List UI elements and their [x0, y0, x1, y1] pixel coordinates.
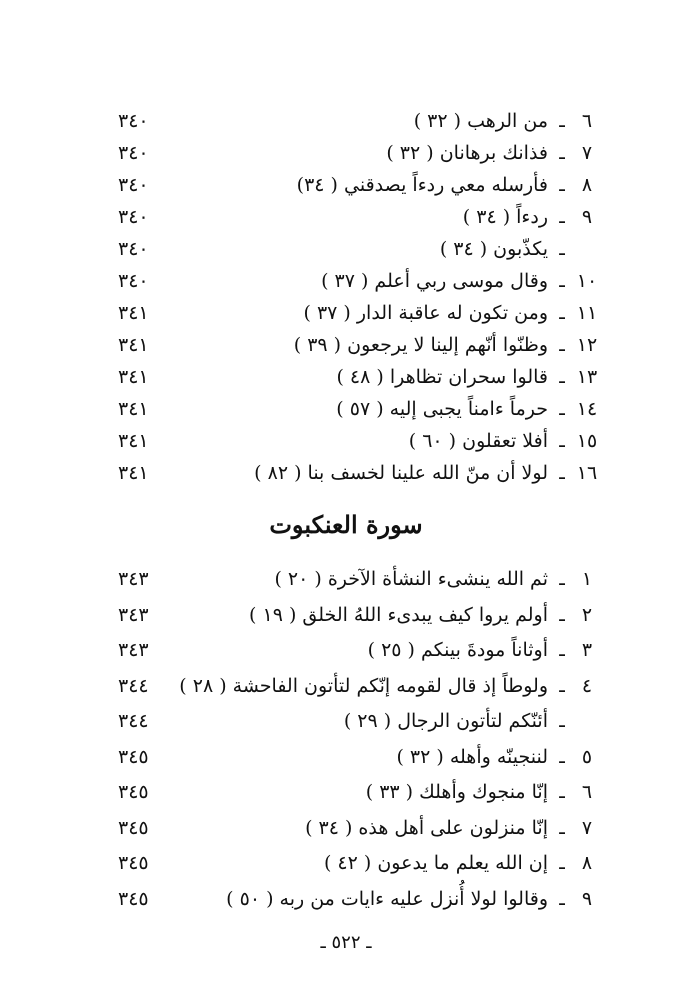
index-row: [118, 813, 598, 843]
index-row: [118, 458, 598, 488]
index-row: [118, 564, 598, 594]
entry-dash: ـ: [559, 238, 565, 260]
entry-dash: ـ: [559, 639, 565, 661]
entry-text: ومن تكون له عاقبة الدار ( ٣٧ ): [303, 302, 548, 324]
entry-text: لولا أن منّ الله علينا لخسف بنا ( ٨٢ ): [254, 462, 548, 484]
entry-text: من الرهب ( ٣٢ ): [413, 110, 548, 132]
entry-text: فذانك برهانان ( ٣٢ ): [386, 142, 548, 164]
entry-text: ثم الله ينشىء النشأة الآخرة ( ٢٠ ): [274, 568, 548, 590]
entry-number: ٦: [581, 110, 593, 132]
entry-text: ردءاً ( ٣٤ ): [462, 206, 548, 228]
index-row: [118, 884, 598, 914]
entry-page: ٣٤٠: [118, 110, 149, 132]
entry-number: ١٢: [576, 334, 598, 356]
page-number: ـ ٥٢٢ ـ: [320, 932, 372, 953]
entry-number: ٨: [581, 852, 593, 874]
index-row: [118, 266, 598, 296]
entry-dash: ـ: [559, 710, 565, 732]
entry-text: يكذّبون ( ٣٤ ): [439, 238, 548, 260]
entry-page: ٣٤٤: [118, 674, 149, 697]
entry-dash: ـ: [559, 887, 565, 910]
entry-number: ٧: [581, 142, 593, 164]
entry-text: إن الله يعلم ما يدعون ( ٤٢ ): [323, 852, 548, 874]
entry-text: وقال موسى ربي أعلم ( ٣٧ ): [321, 270, 548, 292]
entry-page: ٣٤٠: [118, 270, 149, 292]
entry-text: لننجينّه وأهله ( ٣٢ ): [396, 745, 548, 768]
entry-page: ٣٤٠: [118, 238, 149, 260]
entry-dash: ـ: [559, 110, 565, 132]
index-row: [118, 671, 598, 701]
entry-number: ٩: [581, 206, 593, 228]
entry-number: ١٣: [576, 366, 598, 388]
entry-text: أوثاناً مودةَ بينكم ( ٢٥ ): [367, 639, 548, 661]
index-row: [118, 234, 598, 264]
entry-dash: ـ: [559, 674, 565, 697]
entry-text: أولم يروا كيف يبدىء اللهُ الخلق ( ١٩ ): [249, 603, 548, 626]
entry-text: حرماً ءامناً يجبى إليه ( ٥٧ ): [336, 398, 548, 420]
entry-page: ٣٤٥: [118, 781, 149, 803]
entry-page: ٣٤١: [118, 334, 149, 356]
index-row: [118, 106, 598, 136]
entry-page: ٣٤٠: [118, 142, 149, 164]
entry-page: ٣٤٥: [118, 816, 149, 839]
entry-page: ٣٤٥: [118, 745, 149, 768]
entry-number: ١٥: [576, 430, 598, 452]
entry-text: أفلا تعقلون ( ٦٠ ): [408, 430, 548, 452]
entry-page: ٣٤١: [118, 462, 149, 484]
entry-text: إنّا منجوك وأهلك ( ٣٣ ): [365, 781, 548, 803]
entry-text: فأرسله معي ردءاً يصدقني ( ٣٤): [296, 174, 548, 196]
entry-dash: ـ: [559, 430, 565, 452]
entry-number: ١١: [576, 302, 598, 324]
entry-page: ٣٤٥: [118, 852, 149, 874]
index-row: [118, 202, 598, 232]
index-row: [118, 426, 598, 456]
entry-dash: ـ: [559, 603, 565, 626]
entry-dash: ـ: [559, 334, 565, 356]
entry-page: ٣٤١: [118, 366, 149, 388]
entry-dash: ـ: [559, 206, 565, 228]
entry-text: وظنّوا أنّهم إلينا لا يرجعون ( ٣٩ ): [293, 334, 548, 356]
index-row: [118, 706, 598, 736]
entry-number: ١٤: [576, 398, 598, 420]
entry-page: ٣٤١: [118, 398, 149, 420]
index-row: [118, 848, 598, 878]
entry-page: ٣٤٠: [118, 174, 149, 196]
entry-page: ٣٤٠: [118, 206, 149, 228]
entry-page: ٣٤٣: [118, 603, 149, 626]
entry-dash: ـ: [559, 270, 565, 292]
entry-dash: ـ: [559, 816, 565, 839]
entry-dash: ـ: [559, 852, 565, 874]
entry-text: قالوا سحران تظاهرا ( ٤٨ ): [336, 366, 548, 388]
index-row: [118, 362, 598, 392]
entry-number: ١٠: [576, 270, 598, 292]
entry-text: أئنّكم لتأتون الرجال ( ٢٩ ): [343, 710, 548, 732]
surah-heading: سورة العنكبوت: [269, 510, 423, 539]
entry-number: ١: [581, 568, 593, 590]
index-row: [118, 298, 598, 328]
entry-number: ٦: [581, 781, 593, 803]
entry-page: ٣٤١: [118, 430, 149, 452]
entry-number: ٤: [581, 674, 593, 697]
entry-page: ٣٤٤: [118, 710, 149, 732]
entry-dash: ـ: [559, 462, 565, 484]
index-row: [118, 600, 598, 630]
entry-dash: ـ: [559, 568, 565, 590]
entry-dash: ـ: [559, 142, 565, 164]
entry-number: ١٦: [576, 462, 598, 484]
entry-dash: ـ: [559, 302, 565, 324]
entry-number: ٧: [581, 816, 593, 839]
index-row: [118, 170, 598, 200]
index-row: [118, 742, 598, 772]
entry-page: ٣٤٣: [118, 568, 149, 590]
entry-text: وقالوا لولا أُنزل عليه ءايات من ربه ( ٥٠ ): [226, 887, 548, 910]
entry-text: ولوطاً إذ قال لقومه إنّكم لتأتون الفاحشة ( ٢٨ ): [179, 674, 548, 697]
entry-number: ٢: [581, 603, 593, 626]
index-row: [118, 394, 598, 424]
entry-dash: ـ: [559, 366, 565, 388]
entry-dash: ـ: [559, 745, 565, 768]
index-row: [118, 330, 598, 360]
index-row: [118, 635, 598, 665]
index-row: [118, 777, 598, 807]
entry-number: ٥: [581, 745, 593, 768]
entry-text: إنّا منزلون على أهل هذه ( ٣٤ ): [305, 816, 548, 839]
entry-number: ٣: [581, 639, 593, 661]
entry-dash: ـ: [559, 398, 565, 420]
entry-page: ٣٤٥: [118, 887, 149, 910]
entry-dash: ـ: [559, 174, 565, 196]
entry-number: ٨: [581, 174, 593, 196]
entry-dash: ـ: [559, 781, 565, 803]
index-row: [118, 138, 598, 168]
entry-page: ٣٤٣: [118, 639, 149, 661]
entry-page: ٣٤١: [118, 302, 149, 324]
entry-number: ٩: [581, 887, 593, 910]
